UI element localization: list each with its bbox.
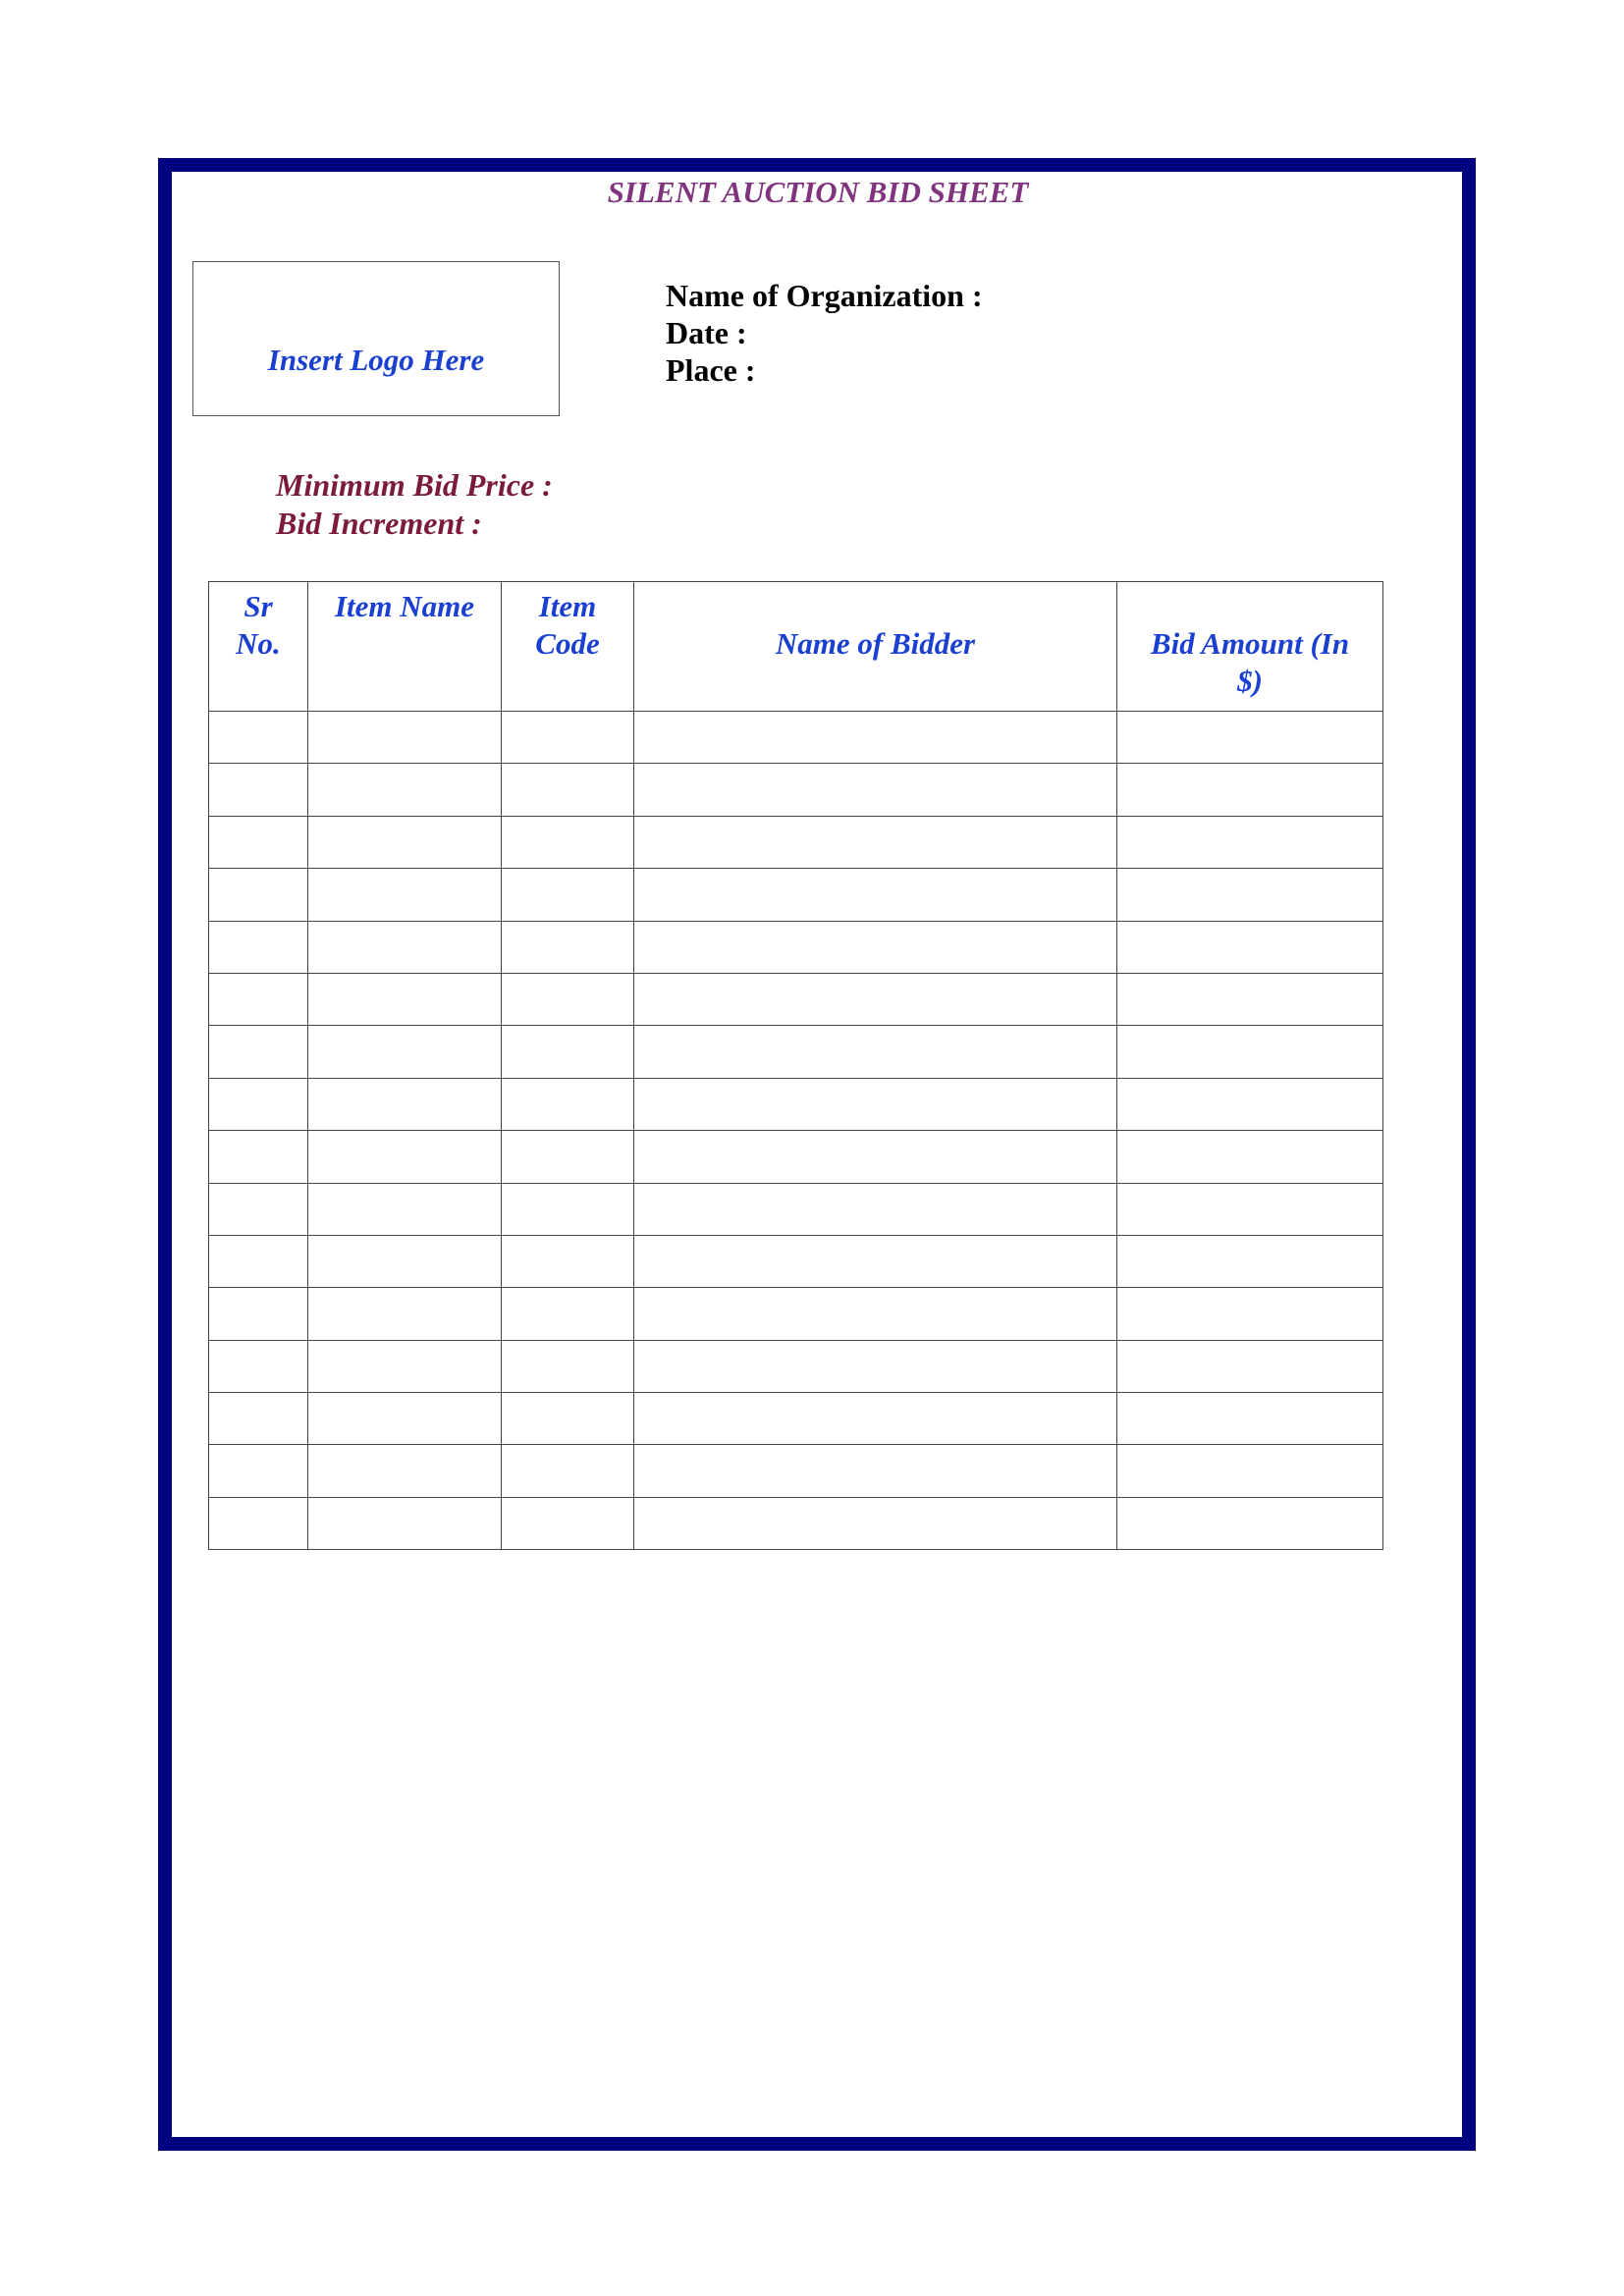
table-cell[interactable] [308, 1235, 502, 1287]
table-row [209, 973, 1383, 1025]
table-cell[interactable] [634, 1078, 1117, 1130]
table-cell[interactable] [502, 1497, 634, 1549]
table-cell[interactable] [634, 973, 1117, 1025]
table-cell[interactable] [634, 1183, 1117, 1235]
table-cell[interactable] [1117, 1026, 1383, 1078]
column-header-name-of-bidder [634, 582, 1117, 712]
table-row [209, 1235, 1383, 1287]
table-row [209, 816, 1383, 868]
table-row [209, 1445, 1383, 1497]
bid-table-body [209, 712, 1383, 1550]
column-header-bid-amount [1117, 582, 1383, 712]
table-cell[interactable] [209, 921, 308, 973]
column-header-item-code [502, 582, 634, 712]
table-row [209, 1183, 1383, 1235]
table-row [209, 712, 1383, 764]
table-cell[interactable] [209, 1235, 308, 1287]
column-header-label: Bid Amount (In $) [1150, 626, 1350, 698]
table-row [209, 1288, 1383, 1340]
table-cell[interactable] [502, 921, 634, 973]
column-header-label: Item Code [535, 589, 600, 661]
table-row [209, 764, 1383, 816]
column-header-label: Item Name [334, 589, 475, 623]
table-cell[interactable] [308, 1026, 502, 1078]
logo-placeholder-box[interactable] [192, 261, 560, 416]
table-cell[interactable] [308, 764, 502, 816]
table-row [209, 1497, 1383, 1549]
table-cell[interactable] [209, 1131, 308, 1183]
column-header-label: Name of Bidder [775, 626, 976, 661]
table-row [209, 1393, 1383, 1445]
table-cell[interactable] [1117, 1445, 1383, 1497]
table-cell[interactable] [209, 1183, 308, 1235]
bid-table [208, 581, 1383, 1550]
table-cell[interactable] [502, 1288, 634, 1340]
table-cell[interactable] [1117, 921, 1383, 973]
table-cell[interactable] [308, 1183, 502, 1235]
table-cell[interactable] [634, 1288, 1117, 1340]
logo-placeholder-text: Insert Logo Here [267, 343, 485, 377]
table-cell[interactable] [308, 869, 502, 921]
organization-info [666, 277, 983, 389]
table-row [209, 1026, 1383, 1078]
table-cell[interactable] [209, 816, 308, 868]
table-row [209, 921, 1383, 973]
table-cell[interactable] [209, 1340, 308, 1392]
sheet-title: SILENT AUCTION BID SHEET [607, 175, 1029, 209]
table-cell[interactable] [502, 973, 634, 1025]
table-cell[interactable] [1117, 764, 1383, 816]
table-cell[interactable] [308, 1078, 502, 1130]
table-cell[interactable] [634, 1497, 1117, 1549]
table-row [209, 1078, 1383, 1130]
bid-info [276, 466, 553, 543]
table-row [209, 869, 1383, 921]
table-cell[interactable] [209, 764, 308, 816]
table-cell[interactable] [634, 816, 1117, 868]
table-cell[interactable] [209, 1288, 308, 1340]
table-cell[interactable] [308, 1445, 502, 1497]
table-cell[interactable] [308, 973, 502, 1025]
column-header-label: Sr No. [236, 589, 281, 661]
table-cell[interactable] [1117, 1497, 1383, 1549]
table-cell[interactable] [502, 1183, 634, 1235]
table-cell[interactable] [209, 1497, 308, 1549]
table-cell[interactable] [1117, 1078, 1383, 1130]
table-cell[interactable] [502, 869, 634, 921]
date-field[interactable]: Date : [666, 315, 747, 350]
table-cell[interactable] [634, 1393, 1117, 1445]
table-cell[interactable] [502, 1235, 634, 1287]
table-cell[interactable] [308, 1131, 502, 1183]
table-cell[interactable] [209, 869, 308, 921]
table-cell[interactable] [502, 764, 634, 816]
table-cell[interactable] [634, 1445, 1117, 1497]
table-cell[interactable] [308, 1340, 502, 1392]
table-cell[interactable] [1117, 1393, 1383, 1445]
table-cell[interactable] [634, 1340, 1117, 1392]
table-cell[interactable] [308, 921, 502, 973]
table-cell[interactable] [1117, 1183, 1383, 1235]
table-cell[interactable] [209, 1393, 308, 1445]
column-header-sr-no [209, 582, 308, 712]
table-cell[interactable] [209, 712, 308, 764]
table-cell[interactable] [502, 1340, 634, 1392]
table-cell[interactable] [634, 1131, 1117, 1183]
table-cell[interactable] [1117, 1131, 1383, 1183]
table-row [209, 1340, 1383, 1392]
table-cell[interactable] [209, 973, 308, 1025]
table-cell[interactable] [1117, 869, 1383, 921]
table-cell[interactable] [634, 1235, 1117, 1287]
minimum-bid-price-field[interactable]: Minimum Bid Price : [276, 467, 553, 503]
organization-name-field[interactable]: Name of Organization : [666, 278, 983, 313]
table-cell[interactable] [502, 816, 634, 868]
table-cell[interactable] [209, 1026, 308, 1078]
table-cell[interactable] [308, 816, 502, 868]
table-cell[interactable] [502, 1078, 634, 1130]
table-cell[interactable] [1117, 1235, 1383, 1287]
table-cell[interactable] [634, 712, 1117, 764]
place-field[interactable]: Place : [666, 352, 756, 388]
table-cell[interactable] [209, 1078, 308, 1130]
table-cell[interactable] [502, 712, 634, 764]
table-cell[interactable] [634, 869, 1117, 921]
table-cell[interactable] [1117, 712, 1383, 764]
table-cell[interactable] [502, 1445, 634, 1497]
table-cell[interactable] [308, 1288, 502, 1340]
table-cell[interactable] [1117, 973, 1383, 1025]
table-cell[interactable] [502, 1393, 634, 1445]
table-cell[interactable] [308, 1497, 502, 1549]
table-cell[interactable] [1117, 1288, 1383, 1340]
table-cell[interactable] [209, 1445, 308, 1497]
table-cell[interactable] [502, 1026, 634, 1078]
bid-increment-field[interactable]: Bid Increment : [276, 506, 482, 541]
table-cell[interactable] [1117, 1340, 1383, 1392]
table-cell[interactable] [308, 712, 502, 764]
table-cell[interactable] [634, 764, 1117, 816]
table-header-row [209, 582, 1383, 712]
table-cell[interactable] [634, 1026, 1117, 1078]
column-header-item-name [308, 582, 502, 712]
table-cell[interactable] [502, 1131, 634, 1183]
table-cell[interactable] [634, 921, 1117, 973]
table-cell[interactable] [1117, 816, 1383, 868]
table-row [209, 1131, 1383, 1183]
table-cell[interactable] [308, 1393, 502, 1445]
